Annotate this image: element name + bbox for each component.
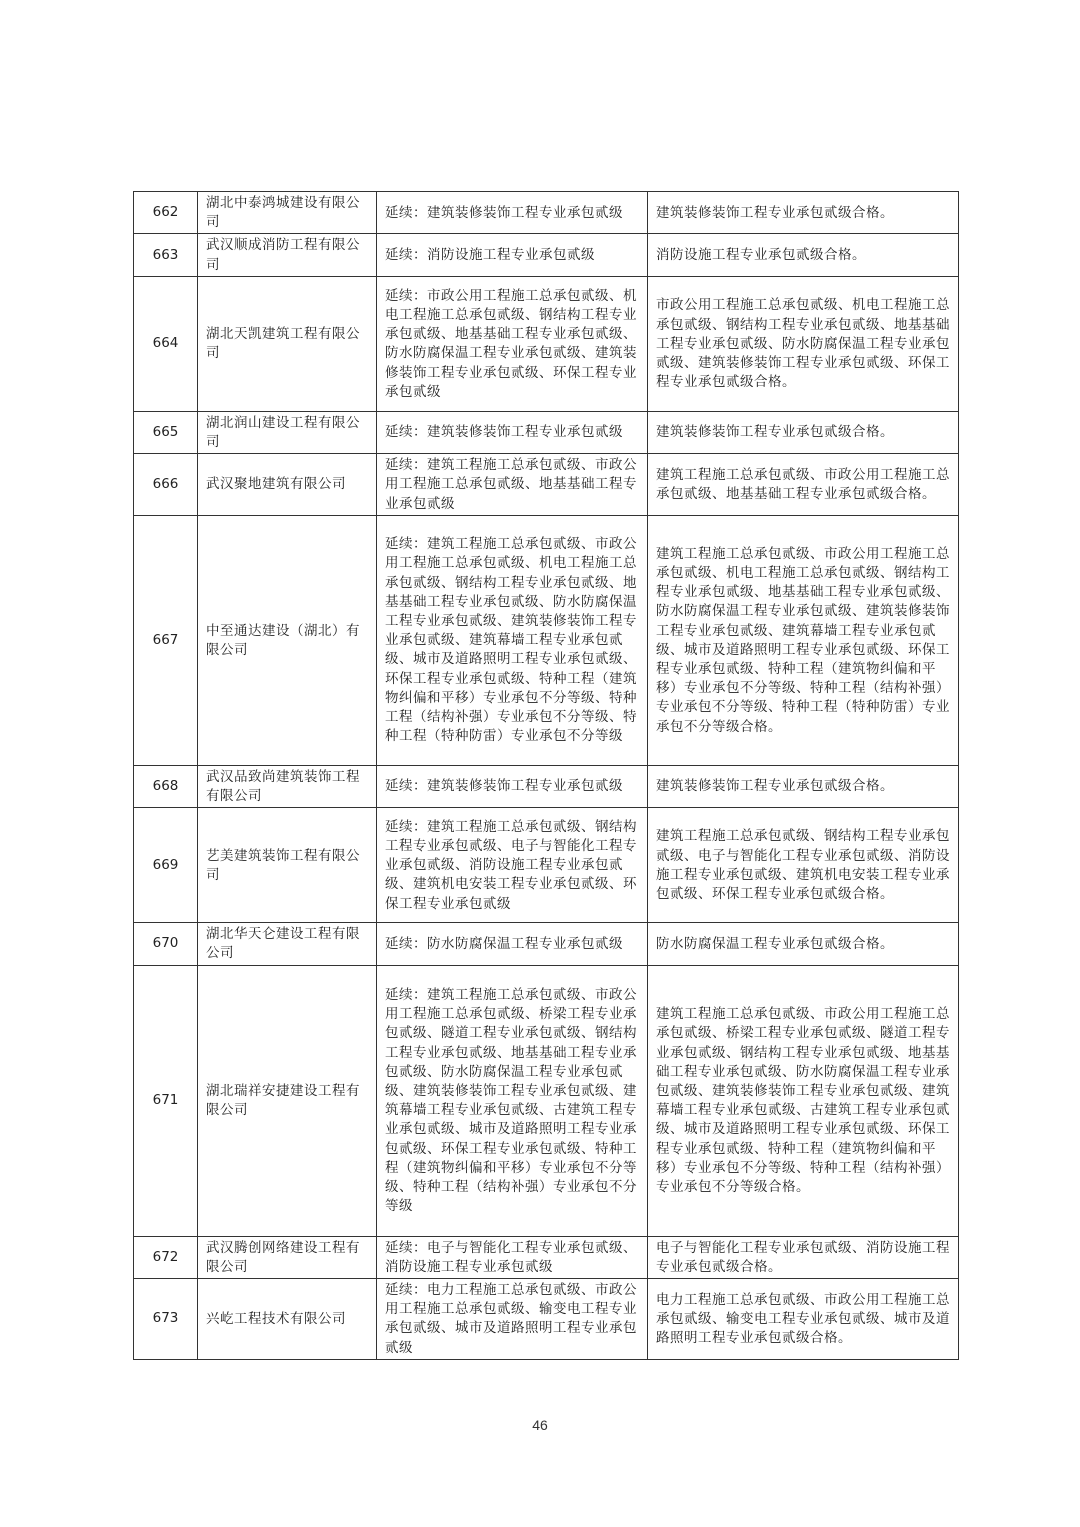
table-row [134, 234, 959, 276]
table-row [134, 454, 959, 516]
table-row [134, 515, 959, 765]
row-number-cell: 669 [134, 808, 198, 923]
application-cell: 延续：市政公用工程施工总承包贰级、机电工程施工总承包贰级、钢结构工程专业承包贰级、地基基础工程专业承包贰级、防水防腐保温工程专业承包贰级、建筑装修装饰工程专业承包贰级、环保工程专业承包贰级 [377, 276, 648, 411]
table-row [134, 923, 959, 965]
table-body [134, 192, 959, 1360]
company-name-cell: 兴屹工程技术有限公司 [198, 1279, 377, 1360]
result-cell: 建筑工程施工总承包贰级、市政公用工程施工总承包贰级、机电工程施工总承包贰级、钢结构工程专业承包贰级、地基基础工程专业承包贰级、防水防腐保温工程专业承包贰级、建筑装修装饰工程专业承包贰级、建筑幕墙工程专业承包贰级、城市及道路照明工程专业承包贰级、环保工程专业承包贰级、特种工程（建筑物纠偏和平移）专业承包不分等级、特种工程（结构补强）专业承包不分等级、特种工程（特种防雷）专业承包不分等级合格。 [648, 515, 959, 765]
company-name-cell: 武汉顺成消防工程有限公司 [198, 234, 377, 276]
row-number-cell: 665 [134, 411, 198, 453]
result-cell: 建筑装修装饰工程专业承包贰级合格。 [648, 765, 959, 807]
company-name-cell: 武汉品致尚建筑装饰工程有限公司 [198, 765, 377, 807]
row-number-cell: 666 [134, 454, 198, 516]
table-row [134, 411, 959, 453]
company-name-cell: 艺美建筑装饰工程有限公司 [198, 808, 377, 923]
table-row [134, 1236, 959, 1278]
table-row [134, 276, 959, 411]
result-cell: 市政公用工程施工总承包贰级、机电工程施工总承包贰级、钢结构工程专业承包贰级、地基基础工程专业承包贰级、防水防腐保温工程专业承包贰级、建筑装修装饰工程专业承包贰级、环保工程专业承包贰级合格。 [648, 276, 959, 411]
result-cell: 建筑装修装饰工程专业承包贰级合格。 [648, 192, 959, 234]
row-number-cell: 663 [134, 234, 198, 276]
row-number-cell: 673 [134, 1279, 198, 1360]
row-number-cell: 670 [134, 923, 198, 965]
application-cell: 延续：建筑工程施工总承包贰级、钢结构工程专业承包贰级、电子与智能化工程专业承包贰级、消防设施工程专业承包贰级、建筑机电安装工程专业承包贰级、环保工程专业承包贰级 [377, 808, 648, 923]
company-name-cell: 湖北天凯建筑工程有限公司 [198, 276, 377, 411]
table-row [134, 1279, 959, 1360]
result-cell: 建筑工程施工总承包贰级、市政公用工程施工总承包贰级、地基基础工程专业承包贰级合格。 [648, 454, 959, 516]
result-cell: 消防设施工程专业承包贰级合格。 [648, 234, 959, 276]
application-cell: 延续：建筑工程施工总承包贰级、市政公用工程施工总承包贰级、机电工程施工总承包贰级、钢结构工程专业承包贰级、地基基础工程专业承包贰级、防水防腐保温工程专业承包贰级、建筑装修装饰工程专业承包贰级、建筑幕墙工程专业承包贰级、城市及道路照明工程专业承包贰级、环保工程专业承包贰级、特种工程（建筑物纠偏和平移）专业承包不分等级、特种工程（结构补强）专业承包不分等级、特种工程（特种防雷）专业承包不分等级 [377, 515, 648, 765]
qualification-table [133, 191, 959, 1360]
application-cell: 延续：建筑装修装饰工程专业承包贰级 [377, 192, 648, 234]
page-number: 46 [532, 1417, 548, 1433]
table-row [134, 808, 959, 923]
result-cell: 防水防腐保温工程专业承包贰级合格。 [648, 923, 959, 965]
row-number-cell: 664 [134, 276, 198, 411]
row-number-cell: 668 [134, 765, 198, 807]
application-cell: 延续：电子与智能化工程专业承包贰级、消防设施工程专业承包贰级 [377, 1236, 648, 1278]
application-cell: 延续：电力工程施工总承包贰级、市政公用工程施工总承包贰级、输变电工程专业承包贰级、城市及道路照明工程专业承包贰级 [377, 1279, 648, 1360]
company-name-cell: 中至通达建设（湖北）有限公司 [198, 515, 377, 765]
application-cell: 延续：防水防腐保温工程专业承包贰级 [377, 923, 648, 965]
company-name-cell: 湖北润山建设工程有限公司 [198, 411, 377, 453]
result-cell: 建筑工程施工总承包贰级、市政公用工程施工总承包贰级、桥梁工程专业承包贰级、隧道工程专业承包贰级、钢结构工程专业承包贰级、地基基础工程专业承包贰级、防水防腐保温工程专业承包贰级、建筑装修装饰工程专业承包贰级、建筑幕墙工程专业承包贰级、古建筑工程专业承包贰级、城市及道路照明工程专业承包贰级、环保工程专业承包贰级、特种工程（建筑物纠偏和平移）专业承包不分等级、特种工程（结构补强）专业承包不分等级合格。 [648, 965, 959, 1236]
row-number-cell: 671 [134, 965, 198, 1236]
result-cell: 建筑工程施工总承包贰级、钢结构工程专业承包贰级、电子与智能化工程专业承包贰级、消防设施工程专业承包贰级、建筑机电安装工程专业承包贰级、环保工程专业承包贰级合格。 [648, 808, 959, 923]
table-row [134, 192, 959, 234]
company-name-cell: 武汉聚地建筑有限公司 [198, 454, 377, 516]
result-cell: 电力工程施工总承包贰级、市政公用工程施工总承包贰级、输变电工程专业承包贰级、城市及道路照明工程专业承包贰级合格。 [648, 1279, 959, 1360]
result-cell: 电子与智能化工程专业承包贰级、消防设施工程专业承包贰级合格。 [648, 1236, 959, 1278]
company-name-cell: 湖北华天仑建设工程有限公司 [198, 923, 377, 965]
result-cell: 建筑装修装饰工程专业承包贰级合格。 [648, 411, 959, 453]
company-name-cell: 湖北中泰鸿城建设有限公司 [198, 192, 377, 234]
table-row [134, 965, 959, 1236]
row-number-cell: 672 [134, 1236, 198, 1278]
row-number-cell: 662 [134, 192, 198, 234]
application-cell: 延续：建筑装修装饰工程专业承包贰级 [377, 765, 648, 807]
company-name-cell: 湖北瑞祥安捷建设工程有限公司 [198, 965, 377, 1236]
row-number-cell: 667 [134, 515, 198, 765]
company-name-cell: 武汉腾创网络建设工程有限公司 [198, 1236, 377, 1278]
application-cell: 延续：消防设施工程专业承包贰级 [377, 234, 648, 276]
application-cell: 延续：建筑装修装饰工程专业承包贰级 [377, 411, 648, 453]
table-row [134, 765, 959, 807]
application-cell: 延续：建筑工程施工总承包贰级、市政公用工程施工总承包贰级、桥梁工程专业承包贰级、隧道工程专业承包贰级、钢结构工程专业承包贰级、地基基础工程专业承包贰级、防水防腐保温工程专业承包贰级、建筑装修装饰工程专业承包贰级、建筑幕墙工程专业承包贰级、古建筑工程专业承包贰级、城市及道路照明工程专业承包贰级、环保工程专业承包贰级、特种工程（建筑物纠偏和平移）专业承包不分等级、特种工程（结构补强）专业承包不分等级 [377, 965, 648, 1236]
application-cell: 延续：建筑工程施工总承包贰级、市政公用工程施工总承包贰级、地基基础工程专业承包贰级 [377, 454, 648, 516]
